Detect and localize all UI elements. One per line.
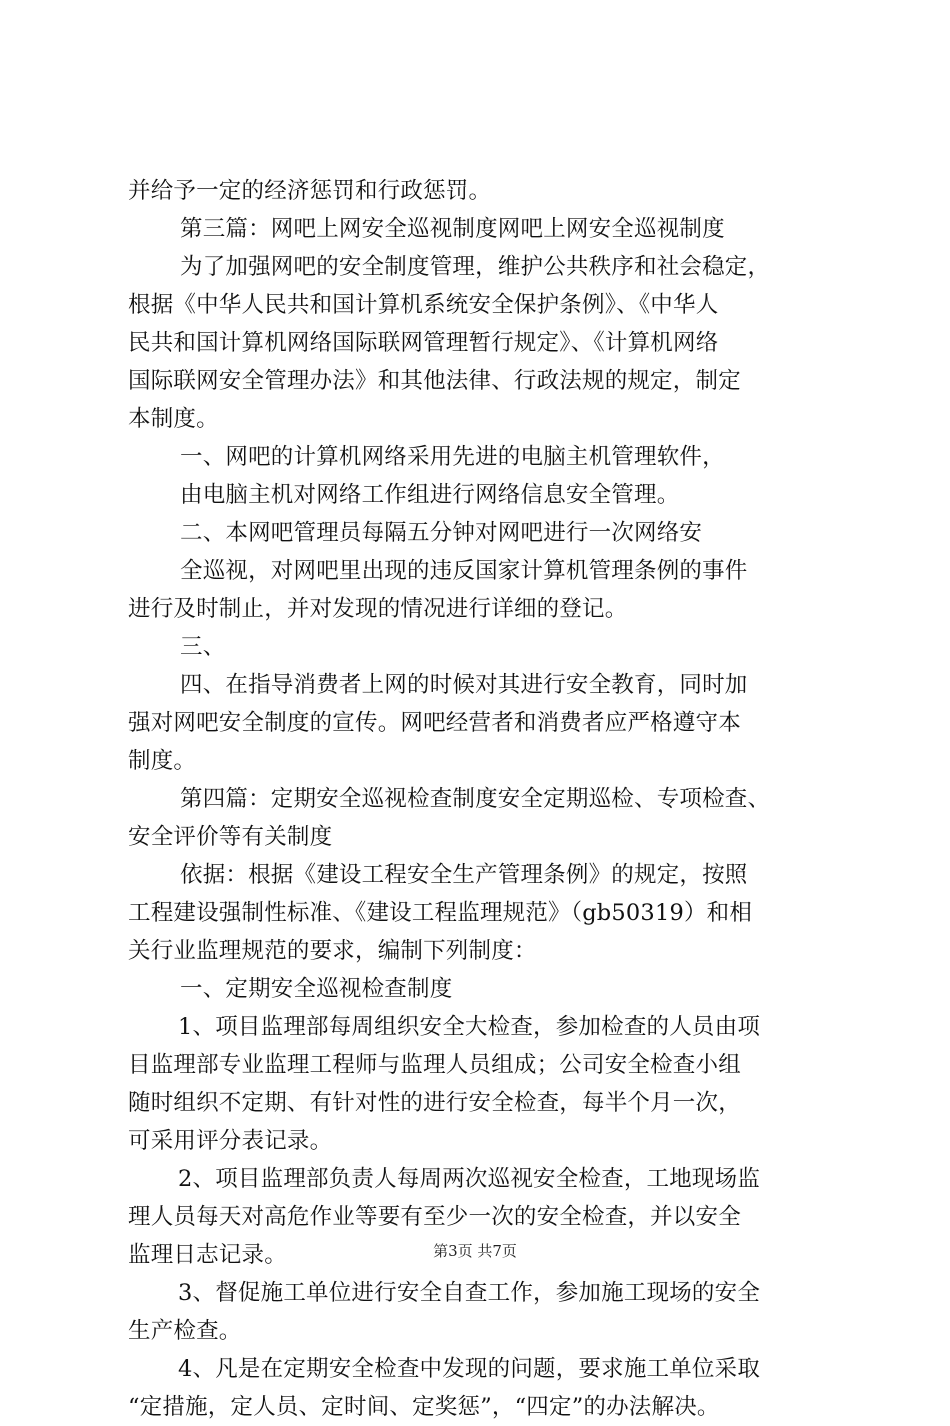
page-footer: 第3页 共7页 xyxy=(433,1242,517,1260)
document-body xyxy=(128,172,838,1426)
text-line: 关行业监理规范的要求，编制下列制度： xyxy=(128,938,537,964)
text-line: 安全评价等有关制度 xyxy=(128,824,333,850)
text-line: 为了加强网吧的安全制度管理，维护公共秩序和社会稳定， xyxy=(180,254,771,280)
text-line: 一、网吧的计算机网络采用先进的电脑主机管理软件， xyxy=(180,444,725,470)
text-line: 3、督促施工单位进行安全自查工作，参加施工现场的安全 xyxy=(178,1280,761,1306)
text-line: 三、 xyxy=(180,634,226,660)
text-line: 可采用评分表记录。 xyxy=(128,1128,333,1154)
text-line: 4、凡是在定期安全检查中发现的问题，要求施工单位采取 xyxy=(178,1356,761,1382)
text-line: 监理日志记录。 xyxy=(128,1242,287,1268)
text-line: 目监理部专业监理工程师与监理人员组成；公司安全检查小组 xyxy=(128,1052,741,1078)
text-line: 工程建设强制性标准、《建设工程监理规范》（gb50319）和相 xyxy=(128,900,753,926)
text-line: “定措施，定人员、定时间、定奖惩”，“四定”的办法解决。 xyxy=(128,1394,720,1420)
text-line: 由电脑主机对网络工作组进行网络信息安全管理。 xyxy=(180,482,680,508)
text-line: 一、定期安全巡视检查制度 xyxy=(180,976,453,1002)
text-line: 本制度。 xyxy=(128,406,219,432)
text-line: 全巡视，对网吧里出现的违反国家计算机管理条例的事件 xyxy=(180,558,748,584)
text-line: 强对网吧安全制度的宣传。网吧经营者和消费者应严格遵守本 xyxy=(128,710,741,736)
text-line: 制度。 xyxy=(128,748,197,774)
text-line: 2、项目监理部负责人每周两次巡视安全检查，工地现场监 xyxy=(178,1166,761,1192)
text-line: 进行及时制止，并对发现的情况进行详细的登记。 xyxy=(128,596,628,622)
text-line: 1、项目监理部每周组织安全大检查，参加检查的人员由项 xyxy=(178,1014,761,1040)
text-line: 并给予一定的经济惩罚和行政惩罚。 xyxy=(128,178,492,204)
text-line: 第四篇：定期安全巡视检查制度安全定期巡检、专项检查、 xyxy=(180,786,771,812)
text-line: 民共和国计算机网络国际联网管理暂行规定》、《计算机网络 xyxy=(128,330,719,356)
text-line: 依据：根据《建设工程安全生产管理条例》的规定，按照 xyxy=(180,862,748,888)
text-line: 国际联网安全管理办法》和其他法律、行政法规的规定，制定 xyxy=(128,368,741,394)
text-line: 根据《中华人民共和国计算机系统安全保护条例》、《中华人 xyxy=(128,292,719,318)
text-line: 第三篇：网吧上网安全巡视制度网吧上网安全巡视制度 xyxy=(180,216,725,242)
text-line: 随时组织不定期、有针对性的进行安全检查，每半个月一次， xyxy=(128,1090,741,1116)
text-line: 四、在指导消费者上网的时候对其进行安全教育，同时加 xyxy=(180,672,748,698)
text-line: 理人员每天对高危作业等要有至少一次的安全检查，并以安全 xyxy=(128,1204,741,1230)
text-line: 二、本网吧管理员每隔五分钟对网吧进行一次网络安 xyxy=(180,520,703,546)
text-line: 生产检查。 xyxy=(128,1318,242,1344)
